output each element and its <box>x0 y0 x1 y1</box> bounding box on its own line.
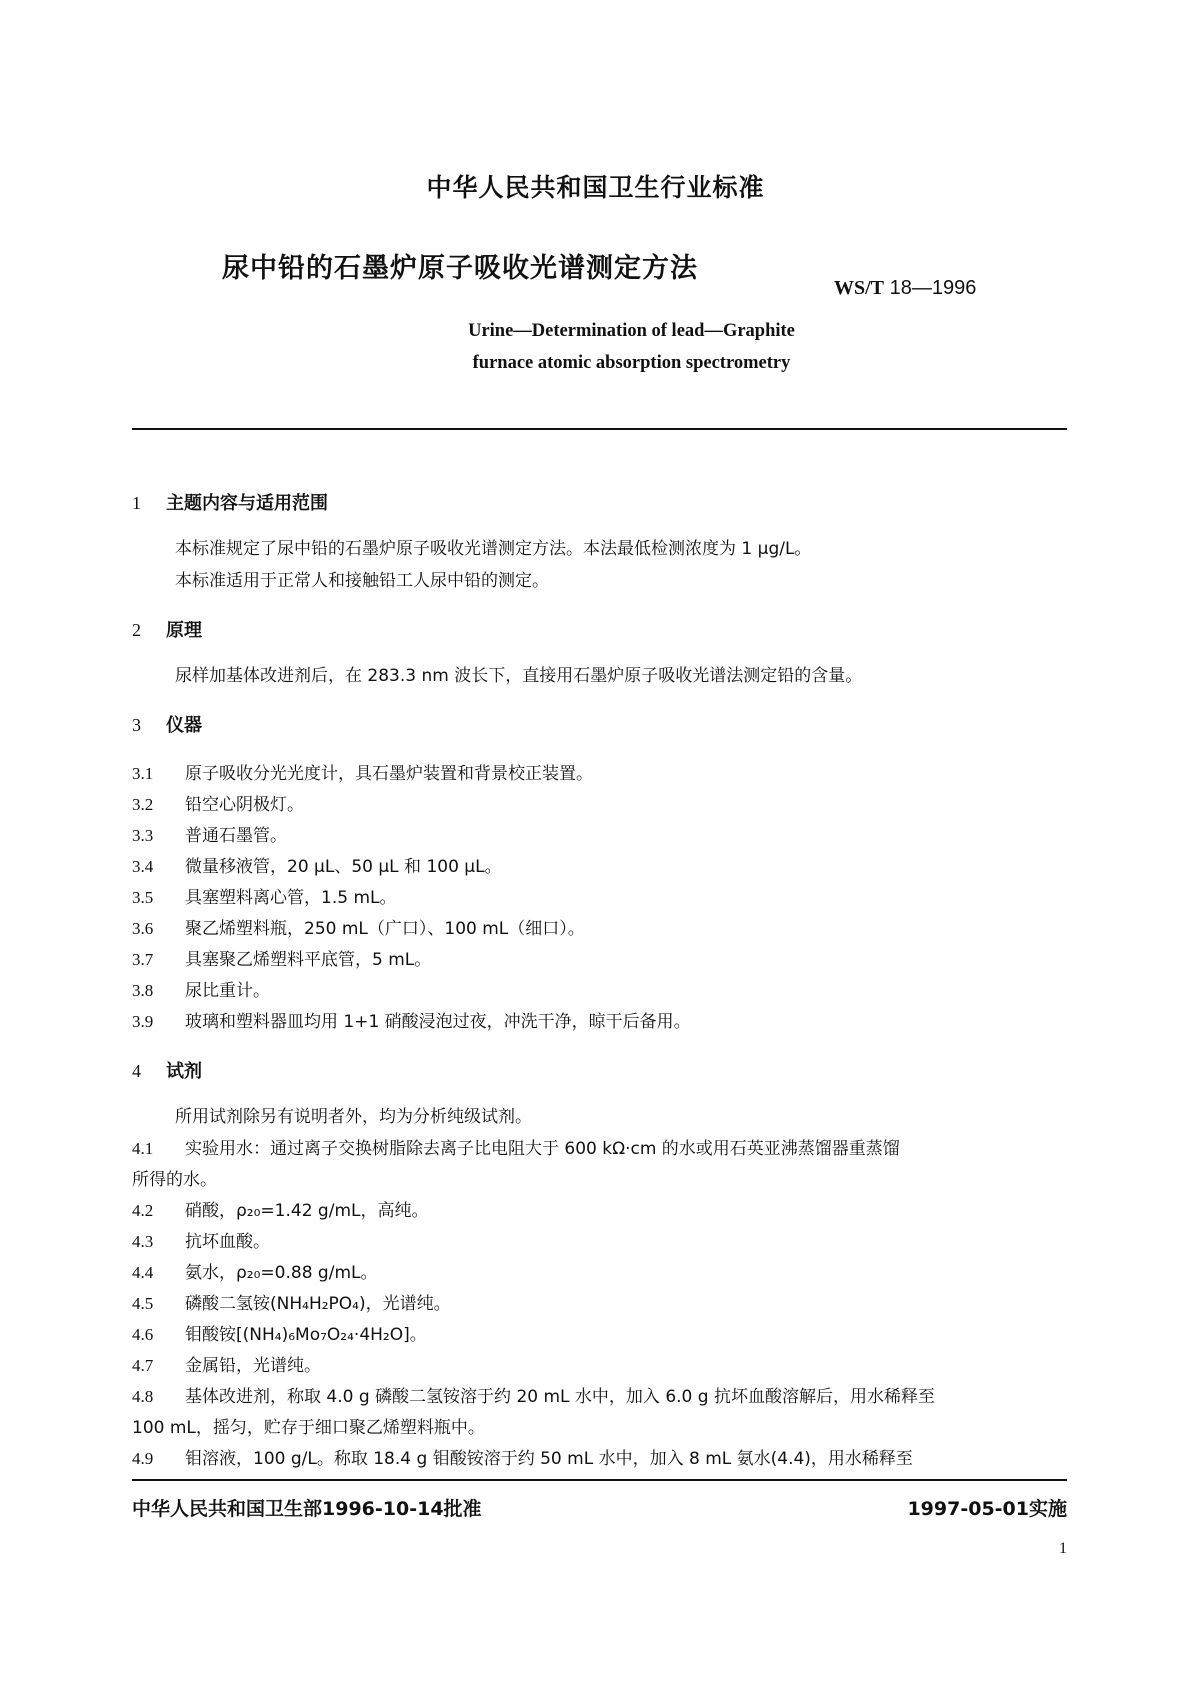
list-item <box>132 1382 935 1407</box>
item-number: 4.4 <box>132 1263 154 1282</box>
item-text: 抗坏血酸。 <box>185 1232 270 1252</box>
list-item-continuation: 所得的水。 <box>132 1170 217 1190</box>
item-text: 具塞聚乙烯塑料平底管，5 mL。 <box>185 950 432 970</box>
section-title: 试剂 <box>166 1061 202 1082</box>
item-number: 3.5 <box>132 888 154 907</box>
list-item <box>132 759 593 784</box>
item-text: 硝酸，ρ₂₀=1.42 g/mL，高纯。 <box>185 1201 429 1221</box>
list-item <box>132 790 304 815</box>
standard-code-prefix: WS/T <box>834 277 885 299</box>
section-1-para-1: 本标准规定了尿中铅的石墨炉原子吸收光谱测定方法。本法最低检测浓度为 1 μg/L。 <box>175 539 812 559</box>
section-4-heading <box>132 1057 202 1083</box>
list-item <box>132 914 585 939</box>
section-title: 仪器 <box>166 715 202 736</box>
section-number: 4 <box>132 1061 141 1081</box>
list-item <box>132 1320 427 1345</box>
section-3-heading <box>132 711 202 737</box>
english-title-line-1: Urine—Determination of lead—Graphite <box>468 321 795 341</box>
item-number: 4.5 <box>132 1294 154 1313</box>
approval-line: 中华人民共和国卫生部1996-10-14批准 <box>132 1498 482 1520</box>
item-number: 3.7 <box>132 950 154 969</box>
item-text: 磷酸二氢铵(NH₄H₂PO₄)，光谱纯。 <box>185 1294 451 1314</box>
list-item <box>132 852 502 877</box>
list-item <box>132 1007 691 1032</box>
header-divider <box>132 428 1067 430</box>
section-number: 3 <box>132 715 141 735</box>
section-title: 原理 <box>166 620 202 641</box>
standard-title: 尿中铅的石墨炉原子吸收光谱测定方法 <box>222 253 698 284</box>
list-item <box>132 1351 321 1376</box>
english-title-line-2: furnace atomic absorption spectrometry <box>472 353 791 373</box>
list-item <box>132 1134 900 1159</box>
section-1-para-2: 本标准适用于正常人和接触铅工人尿中铅的测定。 <box>175 571 549 591</box>
list-item <box>132 1258 377 1283</box>
item-number: 3.1 <box>132 764 154 783</box>
item-number: 4.1 <box>132 1139 154 1158</box>
list-item <box>132 1444 913 1469</box>
item-text: 微量移液管，20 μL、50 μL 和 100 μL。 <box>185 857 502 877</box>
item-text: 聚乙烯塑料瓶，250 mL（广口）、100 mL（细口）。 <box>185 919 585 939</box>
item-text: 氨水，ρ₂₀=0.88 g/mL。 <box>185 1263 378 1283</box>
list-item <box>132 976 270 1001</box>
list-item <box>132 883 396 908</box>
item-number: 3.4 <box>132 857 154 876</box>
item-text: 尿比重计。 <box>185 981 270 1001</box>
implementation-line: 1997-05-01实施 <box>907 1498 1067 1520</box>
section-title: 主题内容与适用范围 <box>166 493 328 514</box>
item-text: 铅空心阴极灯。 <box>185 795 304 815</box>
list-item <box>132 1196 428 1221</box>
item-text: 玻璃和塑料器皿均用 1+1 硝酸浸泡过夜，冲洗干净，晾干后备用。 <box>185 1012 691 1032</box>
footer-divider <box>132 1479 1067 1481</box>
item-text: 钼溶液，100 g/L。称取 18.4 g 钼酸铵溶于约 50 mL 水中，加入 8 mL 氨水(4.4)，用水稀释至 <box>185 1449 913 1469</box>
standard-code <box>834 277 976 300</box>
item-text: 原子吸收分光光度计，具石墨炉装置和背景校正装置。 <box>185 764 593 784</box>
list-item-continuation: 100 mL，摇匀，贮存于细口聚乙烯塑料瓶中。 <box>132 1418 485 1438</box>
item-number: 3.8 <box>132 981 154 1000</box>
standard-code-number: 18—1996 <box>889 277 977 299</box>
section-2-para-1: 尿样加基体改进剂后，在 283.3 nm 波长下，直接用石墨炉原子吸收光谱法测定铅的含量。 <box>175 666 863 686</box>
item-number: 4.9 <box>132 1449 154 1468</box>
item-number: 4.3 <box>132 1232 154 1251</box>
item-number: 3.6 <box>132 919 154 938</box>
section-4-intro: 所用试剂除另有说明者外，均为分析纯级试剂。 <box>175 1107 532 1127</box>
item-text: 钼酸铵[(NH₄)₆Mo₇O₂₄·4H₂O]。 <box>185 1325 427 1345</box>
item-text: 基体改进剂，称取 4.0 g 磷酸二氢铵溶于约 20 mL 水中，加入 6.0 g 抗坏血酸溶解后，用水稀释至 <box>185 1387 935 1407</box>
item-text: 实验用水：通过离子交换树脂除去离子比电阻大于 600 kΩ·cm 的水或用石英亚沸蒸馏器重蒸馏 <box>185 1139 900 1159</box>
page-number: 1 <box>1059 1540 1067 1557</box>
list-item <box>132 1289 451 1314</box>
item-number: 4.7 <box>132 1356 154 1375</box>
list-item <box>132 1227 270 1252</box>
item-text: 普通石墨管。 <box>185 826 287 846</box>
item-number: 3.9 <box>132 1012 154 1031</box>
section-number: 1 <box>132 493 141 513</box>
item-number: 3.2 <box>132 795 154 814</box>
item-text: 金属铅，光谱纯。 <box>185 1356 321 1376</box>
item-number: 4.6 <box>132 1325 154 1344</box>
section-1-heading <box>132 489 328 515</box>
item-text: 具塞塑料离心管，1.5 mL。 <box>185 888 397 908</box>
list-item <box>132 945 431 970</box>
section-2-heading <box>132 616 202 642</box>
section-number: 2 <box>132 620 141 640</box>
list-item <box>132 821 287 846</box>
item-number: 3.3 <box>132 826 154 845</box>
item-number: 4.8 <box>132 1387 154 1406</box>
item-number: 4.2 <box>132 1201 154 1220</box>
org-title: 中华人民共和国卫生行业标准 <box>426 173 765 202</box>
